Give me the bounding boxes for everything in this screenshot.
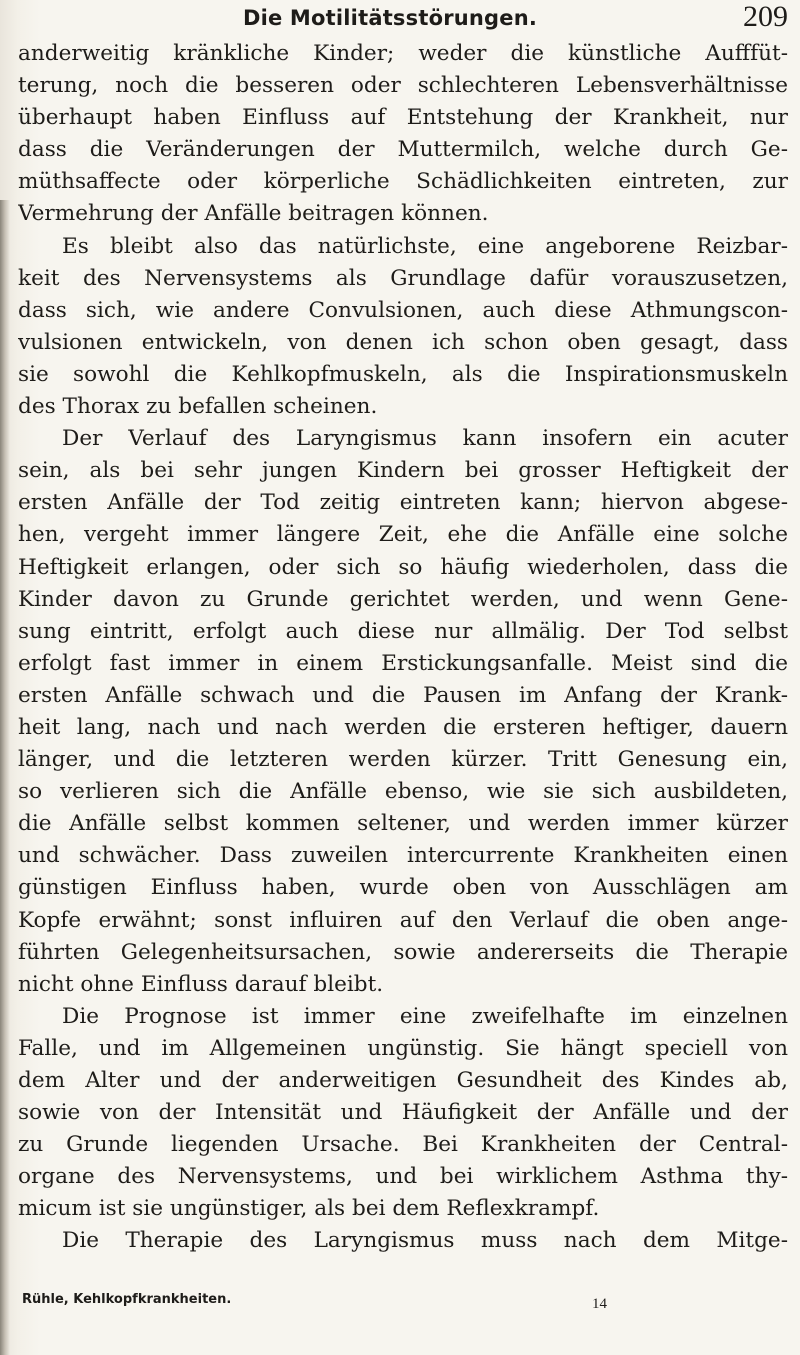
text-line: Kinder davon zu Grunde gerichtet werden, und wenn Gene- [18,586,788,612]
text-line: anderweitig kränkliche Kinder; weder die künstliche Aufffüt- [18,41,788,66]
text-line: ersten Anfälle schwach und die Pausen im Anfang der Krank- [18,682,788,708]
text-line: erfolgt fast immer in einem Erstickungsanfalle. Meist sind die [18,650,788,676]
text-line: hen, vergeht immer längere Zeit, ehe die Anfälle eine solche [18,522,788,548]
text-line: micum ist sie ungünstiger, als bei dem Reflexkrampf. [18,1196,600,1222]
text-line: müthsaffecte oder körperliche Schädlichkeiten eintreten, zur [18,169,788,195]
text-line: länger, und die letzteren werden kürzer. Tritt Genesung ein, [18,747,788,773]
text-line: Kopfe erwähnt; sonst influiren auf den Verlauf die oben ange- [18,907,788,933]
body-text [18,38,788,1258]
prognose-heading-line: Die Prognose ist immer eine zweifelhafte im einzelnen [62,1003,788,1029]
verlauf-heading-line: Der Verlauf des Laryngismus kann insofern ein acuter [62,426,788,452]
text-line: Vermehrung der Anfälle beitragen können. [18,201,489,227]
text-line: dass die Veränderungen der Muttermilch, welche durch Ge- [18,137,788,163]
text-line: organe des Nervensystems, und bei wirklichem Asthma thy- [18,1164,788,1190]
text-line: überhaupt haben Einfluss auf Entstehung der Krankheit, nur [18,105,788,131]
running-title: Die Motilitätsstörungen. [242,6,538,30]
text-line: Heftigkeit erlangen, oder sich so häufig wiederholen, dass die [18,554,788,580]
therapie-heading-line: Die Therapie des Laryngismus muss nach dem Mitge- [62,1228,788,1254]
text-line: dass sich, wie andere Convulsionen, auch diese Athmungscon- [18,297,788,323]
text-line: dem Alter und der anderweitigen Gesundheit des Kindes ab, [18,1068,788,1093]
text-line: des Thorax zu befallen scheinen. [18,394,378,420]
text-line: ersten Anfälle der Tod zeitig eintreten kann; hiervon abgese- [18,490,788,516]
text-line: zu Grunde liegenden Ursache. Bei Krankheiten der Central- [18,1132,788,1158]
binding-gutter-shadow [0,200,10,1355]
text-line: vulsionen entwickeln, von denen ich schon oben gesagt, dass [18,329,788,355]
printer-signature: Rühle, Kehlkopfkrankheiten. [22,1292,232,1307]
sheet-number: 14 [592,1296,607,1312]
text-line: führten Gelegenheitsursachen, sowie andererseits die Therapie [18,939,788,965]
paragraph-start-line: Es bleibt also das natürlichste, eine angeborene Reizbar- [62,233,788,259]
text-line: so verlieren sich die Anfälle ebenso, wie sie sich ausbildeten, [18,779,788,805]
text-line: heit lang, nach und nach werden die ersteren heftiger, dauern [18,714,788,740]
text-line: die Anfälle selbst kommen seltener, und werden immer kürzer [18,811,788,837]
text-line: sung eintritt, erfolgt auch diese nur allmälig. Der Tod selbst [18,618,788,644]
text-line: Falle, und im Allgemeinen ungünstig. Sie hängt speciell von [18,1035,788,1061]
text-line: sein, als bei sehr jungen Kindern bei grosser Heftigkeit der [18,458,788,484]
text-line: terung, noch die besseren oder schlechteren Lebensverhältnisse [18,73,788,99]
text-line: und schwächer. Dass zuweilen intercurrente Krankheiten einen [18,843,788,869]
text-line: nicht ohne Einfluss darauf bleibt. [18,971,384,997]
running-head [0,0,800,38]
text-line: günstigen Einfluss haben, wurde oben von Ausschlägen am [18,875,788,901]
page-number: 209 [743,0,788,33]
page-footer [22,1290,782,1320]
text-line: sie sowohl die Kehlkopfmuskeln, als die Inspirationsmuskeln [18,361,788,387]
text-line: keit des Nervensystems als Grundlage dafür vorauszusetzen, [18,265,788,291]
text-line: sowie von der Intensität und Häufigkeit der Anfälle und der [18,1100,788,1126]
